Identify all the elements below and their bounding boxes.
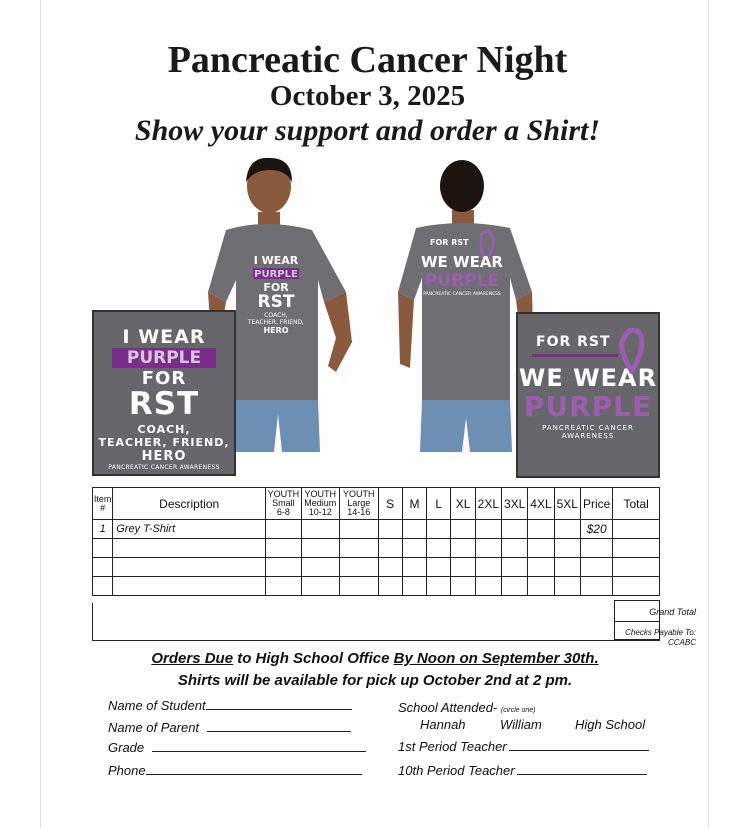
- back-shirt-print-3: PURPLE: [424, 271, 500, 291]
- front-design-panel: [92, 310, 236, 476]
- front-shirt-print-3: FOR: [263, 281, 289, 294]
- header-size-3xl: 3XL: [502, 488, 528, 520]
- header-youth-medium: YOUTH Medium 10-12: [301, 488, 339, 520]
- qty-cell[interactable]: [554, 520, 580, 539]
- table-footer: [92, 603, 660, 641]
- grand-total-label: Grand Total Checks Payable To: CCABC: [625, 607, 696, 647]
- back-line-4: PANCREATIC CANCER AWARENESS: [542, 424, 634, 440]
- header-size-m: M: [402, 488, 426, 520]
- school-attended-label: School Attended- (circle one): [398, 700, 536, 715]
- header-item: Item #: [93, 488, 113, 520]
- table-row: [93, 520, 660, 539]
- front-shirt-print-5: COACH,: [264, 312, 288, 319]
- tagline: Show your support and order a Shirt!: [134, 114, 601, 147]
- front-shirt-print-6: TEACHER, FRIEND,: [247, 319, 305, 326]
- qty-cell[interactable]: [451, 520, 475, 539]
- student-name-field[interactable]: Name of Student: [108, 698, 352, 713]
- table-row: [93, 577, 660, 596]
- qty-cell[interactable]: [266, 520, 301, 539]
- qty-cell[interactable]: [301, 520, 339, 539]
- front-shirt-print-7: HERO: [263, 326, 289, 335]
- event-date: October 3, 2025: [269, 80, 466, 112]
- phone-field[interactable]: Phone: [108, 763, 362, 778]
- row-total[interactable]: [613, 520, 660, 539]
- event-title: Pancreatic Cancer Night: [167, 39, 568, 81]
- grade-field[interactable]: Grade: [108, 740, 366, 755]
- back-line-1: FOR RST: [536, 334, 611, 350]
- header-total: Total: [613, 488, 660, 520]
- pickup-text: Shirts will be available for pick up October 2nd at 2 pm.: [177, 672, 573, 689]
- back-design-panel: [516, 312, 660, 478]
- table-row: [93, 539, 660, 558]
- front-line-4: RST: [128, 386, 200, 422]
- first-period-teacher-field[interactable]: 1st Period Teacher: [398, 739, 649, 754]
- front-line-2: PURPLE: [112, 348, 216, 368]
- qty-cell[interactable]: [502, 520, 528, 539]
- front-shirt-print-2: PURPLE: [254, 269, 298, 280]
- back-line-3: PURPLE: [523, 390, 653, 423]
- qty-cell[interactable]: [528, 520, 554, 539]
- row-item-number: 1: [93, 520, 113, 539]
- back-shirt-print-1: FOR RST: [430, 238, 469, 247]
- awareness-ribbon-icon: [618, 328, 648, 374]
- school-option-hannah[interactable]: Hannah: [420, 717, 466, 732]
- row-price: $20: [580, 520, 612, 539]
- school-option-high-school[interactable]: High School: [575, 717, 646, 732]
- qty-cell[interactable]: [427, 520, 451, 539]
- header-description: Description: [113, 488, 266, 520]
- back-shirt-print-2: WE WEAR: [421, 253, 503, 271]
- back-line-2: WE WEAR: [518, 364, 658, 392]
- table-header-row: [93, 488, 660, 520]
- back-shirt-print-4: PANCREATIC CANCER AWARENESS: [423, 292, 501, 297]
- order-table: [92, 487, 660, 596]
- front-line-8: PANCREATIC CANCER AWARENESS: [108, 464, 220, 471]
- qty-cell[interactable]: [402, 520, 426, 539]
- header-size-4xl: 4XL: [528, 488, 554, 520]
- front-line-6: TEACHER, FRIEND,: [98, 436, 230, 449]
- front-shirt-print-4: RST: [257, 292, 295, 312]
- tenth-period-teacher-field[interactable]: 10th Period Teacher: [398, 763, 647, 778]
- front-line-5: COACH,: [137, 423, 191, 436]
- header-youth-large: YOUTH Large 14-16: [340, 488, 378, 520]
- parent-name-field[interactable]: Name of Parent: [108, 720, 351, 735]
- qty-cell[interactable]: [340, 520, 378, 539]
- table-row: [93, 558, 660, 577]
- header-price: Price: [580, 488, 612, 520]
- front-line-1: I WEAR: [122, 326, 206, 348]
- front-line-3: FOR: [141, 368, 187, 389]
- header-size-xl: XL: [451, 488, 475, 520]
- header-size-s: S: [378, 488, 402, 520]
- header-size-l: L: [427, 488, 451, 520]
- qty-cell[interactable]: [378, 520, 402, 539]
- front-line-7: HERO: [141, 449, 187, 464]
- school-option-william[interactable]: William: [500, 717, 542, 732]
- row-description: Grey T-Shirt: [113, 520, 266, 539]
- header-size-5xl: 5XL: [554, 488, 580, 520]
- header-size-2xl: 2XL: [475, 488, 501, 520]
- front-shirt-print-1: I WEAR: [253, 254, 299, 267]
- header-youth-small: YOUTH Small 6-8: [266, 488, 301, 520]
- qty-cell[interactable]: [475, 520, 501, 539]
- orders-due-text: Orders Due to High School Office By Noon on September 30th.: [151, 650, 599, 667]
